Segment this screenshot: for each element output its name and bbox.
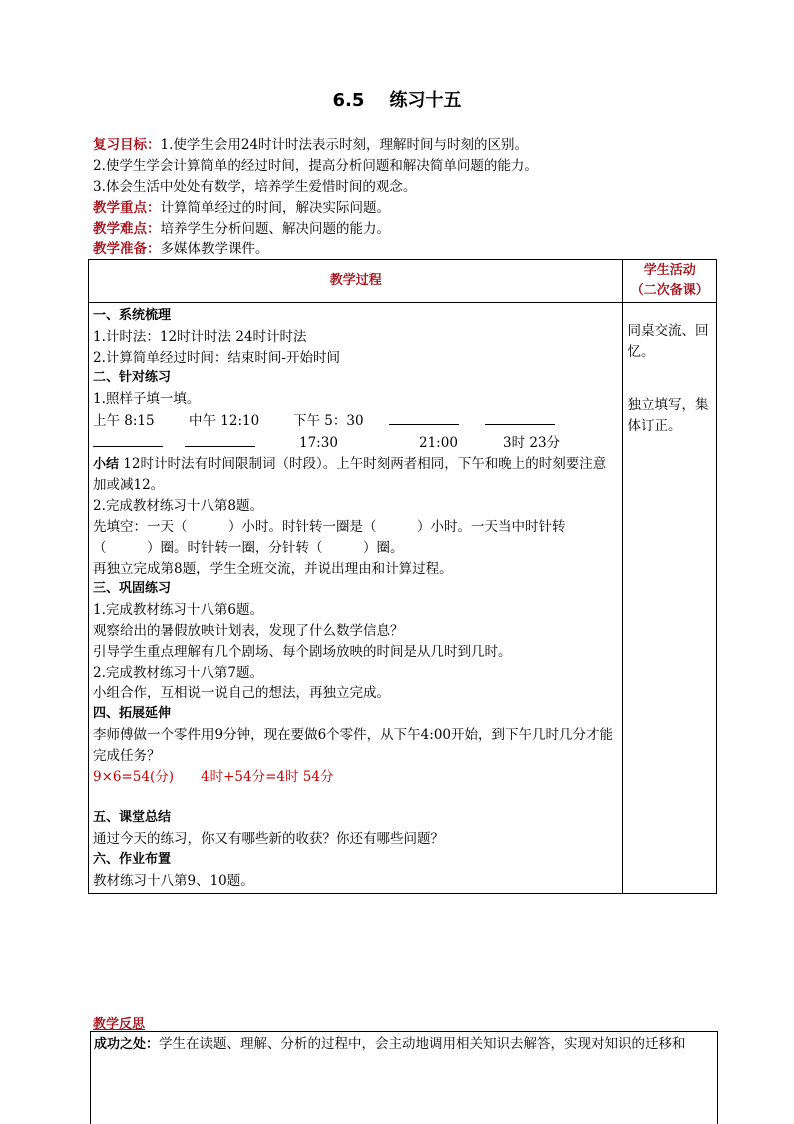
blank-4 [185, 432, 255, 447]
summary: 小结 12时计时法有时间限制词（时段）。上午时刻两者相同，下午和晚上的时刻要注意加或减12。 [93, 455, 607, 494]
activity-note-1: 同桌交流、回忆。 [627, 323, 709, 360]
section-homework: 六、作业布置 [93, 851, 172, 867]
teaching-table [88, 259, 717, 894]
difficulty-line: 教学难点：培养学生分析问题、解决问题的能力。 [93, 221, 390, 237]
page-title [0, 86, 794, 112]
key-point-line: 教学重点：计算简单经过的时间，解决实际问题。 [93, 200, 390, 216]
header-process: 教学过程 [89, 260, 623, 303]
title-number: 6.5 [332, 90, 365, 111]
time-row-2: 17:30 21:00 3时 23分 [93, 432, 618, 454]
extension-problem: 李师傅做一个零件用9分钟，现在要做6个零件，从下午4:00开始，到下午几时几分才能完成任务？ [93, 726, 613, 764]
objective-line-3: 3.体会生活中处处有数学，培养学生爱惜时间的观念。 [93, 179, 417, 195]
preparation-line: 教学准备：多媒体教学课件。 [93, 241, 269, 257]
section-practice: 二、针对练习 [93, 370, 172, 386]
reflection-title: 教学反思 [93, 1017, 146, 1032]
title-text: 练习十五 [389, 90, 462, 111]
section-summary: 五、课堂总结 [93, 810, 172, 826]
blank-2 [485, 410, 555, 425]
activity-note-2: 独立填写，集体订正。 [627, 397, 709, 434]
time-row-1: 上午 8:15 中午 12:10 下午 5：30 [93, 410, 618, 432]
fill-in-question: 先填空：一天（ ）小时。时针转一圈是（ ）小时。一天当中时针转（ ）圈。时针转一圈，分针转（ ）圈。 [93, 518, 566, 556]
reflection-text: 成功之处：学生在读题、理解、分析的过程中，会主动地调用相关知识去解答，实现对知识的迁移和 [94, 1036, 686, 1052]
student-activity-column [623, 303, 717, 894]
solution-formula: 9×6=54(分) 4时+54分=4时 54分 [93, 768, 334, 785]
objective-line-2: 2.使学生学会计算简单的经过时间，提高分析问题和解决简单问题的能力。 [93, 158, 538, 174]
process-content: 一、系统梳理 1.计时法：12时计时法 24时计时法 2.计算简单经过时间：结束时间-开始时间 二、针对练习 1.照样子填一填。 上午 8:15 中午 12:10 下午 5：30 17:30 21:00 3时 23分 小结 12时计时法有时间限制词（时段）。上午时刻两者相同，下午和晚上的时刻要注意加或减12。 2.完成教材练习十八第8题。 先填空：一天（ ）小时。时针转一圈是（ ）小时。一天当中时针转（ ）圈。时针转一圈，分针转（ ）圈。 再独立完成第8题，学生全班交流，并说出理由和计算过程。 三、巩固练习 1.完成教材练习十八第6题。 观察给出的暑假放映计划表，发现了什么数学信息？ 引导学生重点理解有几个剧场、每个剧场放映的时间是从几时到几时。 2.完成教材练习十八第7题。 小组合作，互相说一说自己的想法，再独立完成。 四、拓展延伸 李师傅做一个零件用9分钟，现在要做6个零件，从下午4:00开始，到下午几时几分才能完成任务？ 9×6=54(分) 4时+54分=4时 54分 五、课堂总结 通过今天的练习，你又有哪些新的收获？你还有哪些问题？ 六、作业布置 教材练习十八第9、10题。 [89, 303, 623, 894]
objective-line-1: 复习目标：1.使学生会用24时计时法表示时刻，理解时间与时刻的区别。 [93, 137, 529, 153]
blank-3 [93, 432, 163, 447]
blank-1 [389, 410, 459, 425]
section-consolidation: 三、巩固练习 [93, 581, 172, 597]
header-student-activity: 学生活动 （二次备课） [623, 260, 717, 303]
section-extension: 四、拓展延伸 [93, 706, 172, 722]
section-review: 一、系统梳理 [93, 308, 172, 323]
